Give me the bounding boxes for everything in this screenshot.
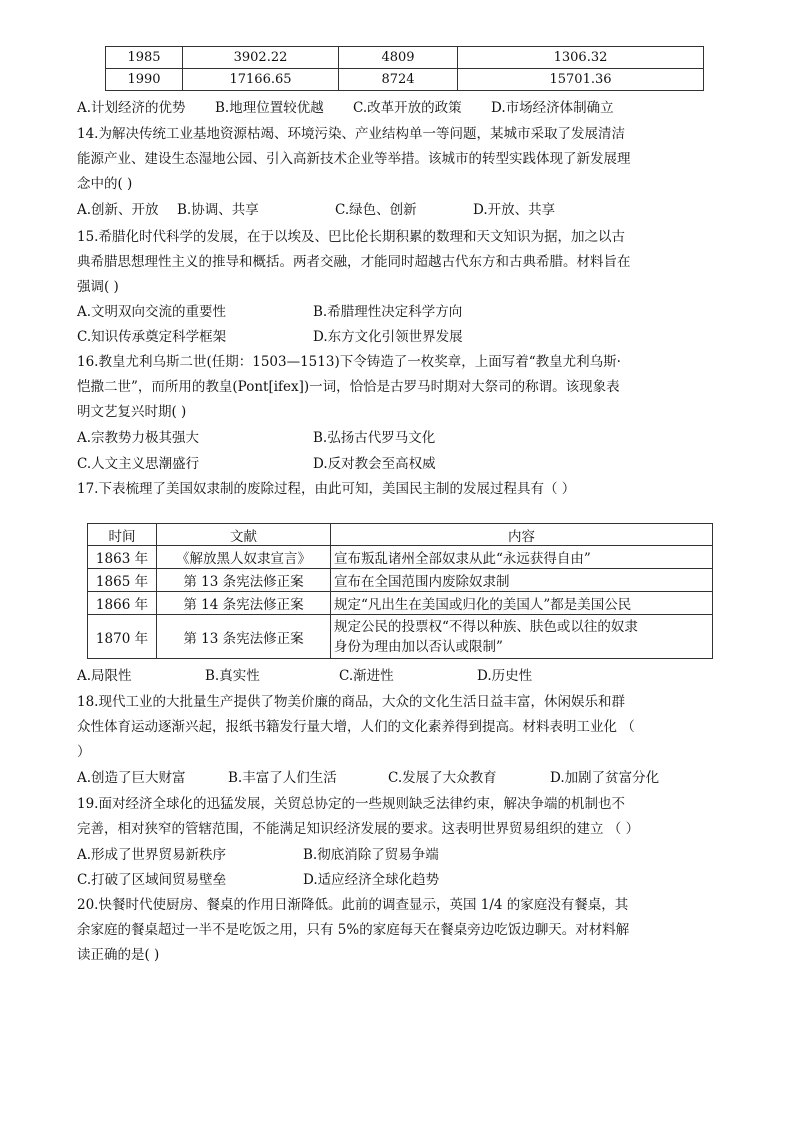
q18-stem-line: 众性体育运动逐渐兴起，报纸书籍发行量大增，人们的文化素养得到提高。材料表明工业化 （ xyxy=(77,719,635,735)
option-d[interactable]: D.历史性 xyxy=(477,668,533,684)
content-cell: 宣布在全国范围内废除奴隶制 xyxy=(331,569,713,592)
column-header: 内容 xyxy=(331,524,713,546)
option-c[interactable]: C.渐进性 xyxy=(339,668,394,684)
q19-options-row2 xyxy=(77,871,439,889)
option-c[interactable]: C.知识传承奠定科学框架 xyxy=(77,329,227,345)
document-cell: 第 14 条宪法修正案 xyxy=(157,592,331,615)
option-d[interactable]: D.反对教会至高权威 xyxy=(313,456,436,472)
year-cell: 1870 年 xyxy=(88,615,157,659)
option-d[interactable]: D.东方文化引领世界发展 xyxy=(313,329,463,345)
table-cell: 1985 xyxy=(106,47,183,69)
option-a[interactable]: A.文明双向交流的重要性 xyxy=(77,304,227,320)
table-row xyxy=(88,592,713,615)
q16-stem-line: 恺撒二世”，而所用的教皇(Pont[ifex])一词，恰恰是古罗马时期对大祭司的称谓。该现象表 xyxy=(77,379,620,395)
q20-stem-line: 读正确的是( ) xyxy=(77,947,160,963)
option-b[interactable]: B.真实性 xyxy=(205,668,260,684)
q13-options xyxy=(77,99,614,117)
table-cell: 4809 xyxy=(339,47,458,69)
q18-stem-line: 18.现代工业的大批量生产提供了物美价廉的商品，大众的文化生活日益丰富，休闲娱乐和群 xyxy=(77,694,625,710)
option-c[interactable]: C.绿色、创新 xyxy=(335,202,417,218)
option-a[interactable]: A.宗教势力极其强大 xyxy=(77,430,200,446)
q16-options-row1 xyxy=(77,429,435,447)
option-a[interactable]: A.计划经济的优势 xyxy=(77,100,186,116)
option-b[interactable]: B.弘扬古代罗马文化 xyxy=(313,430,436,446)
table-header-row xyxy=(88,524,713,546)
q15-stem-line: 15.希腊化时代科学的发展，在于以埃及、巴比伦长期积累的数理和天文知识为据，加之以古 xyxy=(77,229,625,245)
content-line: 规定公民的投票权“不得以种族、肤色或以往的奴隶 xyxy=(334,618,638,635)
q16-stem-line: 16.教皇尤利乌斯二世(任期：1503—1513)下令铸造了一枚奖章，上面写着“教皇尤利乌斯· xyxy=(77,354,621,370)
table-cell: 8724 xyxy=(339,69,458,91)
q20-stem-line: 20.快餐时代使厨房、餐桌的作用日渐降低。此前的调查显示，英国 1/4 的家庭没有餐桌，其 xyxy=(77,897,629,913)
content-cell xyxy=(331,615,713,659)
q14-stem-line: 能源产业、建设生态湿地公园、引入高新技术企业等举措。该城市的转型实践体现了新发展理 xyxy=(77,151,631,167)
table-row xyxy=(88,546,713,569)
table-row xyxy=(88,615,713,659)
table-cell: 1990 xyxy=(106,69,183,91)
option-b[interactable]: B.丰富了人们生活 xyxy=(228,770,337,786)
column-header: 时间 xyxy=(88,524,157,546)
content-cell: 宣布叛乱诸州全部奴隶从此“永远获得自由” xyxy=(331,546,713,569)
option-a[interactable]: A.创新、开放 xyxy=(77,202,159,218)
q17-options xyxy=(77,667,532,685)
abolition-table xyxy=(87,523,713,659)
option-b[interactable]: B.希腊理性决定科学方向 xyxy=(313,304,463,320)
q15-options-row2 xyxy=(77,328,463,346)
q16-options-row2 xyxy=(77,455,436,473)
economic-data-table xyxy=(105,46,704,91)
q14-stem-line: 念中的( ) xyxy=(77,176,133,192)
q19-stem-line: 19.面对经济全球化的迅猛发展，关贸总协定的一些规则缺乏法律约束，解决争端的机制也不 xyxy=(77,796,625,812)
table-cell: 1306.32 xyxy=(458,47,704,69)
option-a[interactable]: A.形成了世界贸易新秩序 xyxy=(77,847,227,863)
q14-stem-line: 14.为解决传统工业基地资源枯竭、环境污染、产业结构单一等问题，某城市采取了发展清洁 xyxy=(77,126,625,142)
table-row xyxy=(106,47,704,69)
option-b[interactable]: B.彻底消除了贸易争端 xyxy=(303,847,439,863)
q19-stem-line: 完善，相对狭窄的管辖范围，不能满足知识经济发展的要求。这表明世界贸易组织的建立 （ ） xyxy=(77,821,640,837)
q17-stem: 17.下表梳理了美国奴隶制的废除过程，由此可知，美国民主制的发展过程具有（ ） xyxy=(77,481,576,497)
q15-stem-line: 典希腊思想理性主义的推导和概括。两者交融，才能同时超越古代东方和古典希腊。材料旨在 xyxy=(77,254,631,270)
q15-stem-line: 强调( ) xyxy=(77,279,119,295)
q16-stem-line: 明文艺复兴时期( ) xyxy=(77,404,187,420)
option-d[interactable]: D.加剧了贫富分化 xyxy=(550,770,660,786)
option-a[interactable]: A.局限性 xyxy=(77,668,132,684)
option-d[interactable]: D.适应经济全球化趋势 xyxy=(303,872,440,888)
content-cell: 规定“凡出生在美国或归化的美国人”都是美国公民 xyxy=(331,592,713,615)
document-cell: 《解放黑人奴隶宣言》 xyxy=(157,546,331,569)
table-cell: 17166.65 xyxy=(183,69,339,91)
table-row xyxy=(88,569,713,592)
document-cell: 第 13 条宪法修正案 xyxy=(157,569,331,592)
table-cell: 15701.36 xyxy=(458,69,704,91)
option-c[interactable]: C.人文主义思潮盛行 xyxy=(77,456,200,472)
option-d[interactable]: D.市场经济体制确立 xyxy=(491,100,614,116)
year-cell: 1863 年 xyxy=(88,546,157,569)
q20-stem-line: 余家庭的餐桌超过一半不是吃饭之用，只有 5%的家庭每天在餐桌旁边吃饭边聊天。对材料解 xyxy=(77,922,630,938)
q15-options-row1 xyxy=(77,303,462,321)
table-row xyxy=(106,69,704,91)
option-b[interactable]: B.协调、共享 xyxy=(177,202,259,218)
column-header: 文献 xyxy=(157,524,331,546)
option-b[interactable]: B.地理位置较优越 xyxy=(215,100,324,116)
table-cell: 3902.22 xyxy=(183,47,339,69)
year-cell: 1866 年 xyxy=(88,592,157,615)
q19-options-row1 xyxy=(77,846,439,864)
year-cell: 1865 年 xyxy=(88,569,157,592)
option-c[interactable]: C.改革开放的政策 xyxy=(353,100,462,116)
q18-stem-line: ） xyxy=(77,744,91,760)
q18-options xyxy=(77,769,659,787)
option-d[interactable]: D.开放、共享 xyxy=(473,202,556,218)
q14-options xyxy=(77,201,555,219)
option-c[interactable]: C.打破了区域间贸易壁垒 xyxy=(77,872,227,888)
content-line: 身份为理由加以否认或限制” xyxy=(334,638,503,655)
option-c[interactable]: C.发展了大众教育 xyxy=(388,770,497,786)
document-cell: 第 13 条宪法修正案 xyxy=(157,615,331,659)
option-a[interactable]: A.创造了巨大财富 xyxy=(77,770,186,786)
